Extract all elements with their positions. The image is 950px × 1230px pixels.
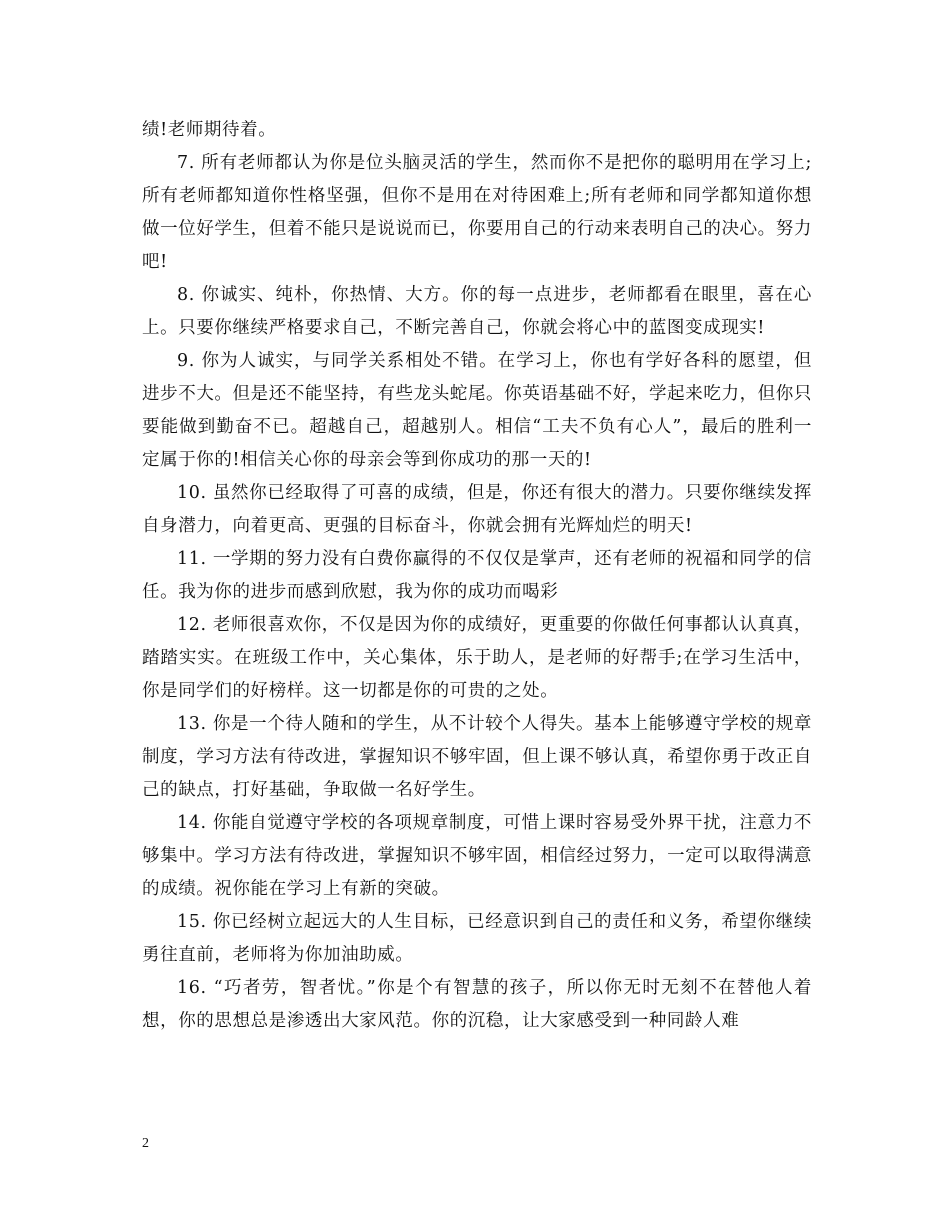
paragraph-item-12: 12. 老师很喜欢你，不仅是因为你的成绩好，更重要的你做任何事都认认真真，踏踏实实。在班级工作中，关心集体，乐于助人，是老师的好帮手;在学习生活中，你是同学们的好榜样。这一切都是你的可贵的之处。: [142, 615, 812, 701]
paragraph-item-13: 13. 你是一个待人随和的学生，从不计较个人得失。基本上能够遵守学校的规章制度，学习方法有待改进，掌握知识不够牢固，但上课不够认真，希望你勇于改正自己的缺点，打好基础，争取做一名好学生。: [142, 714, 812, 800]
paragraph-item-8: 8. 你诚实、纯朴，你热情、大方。你的每一点进步，老师都看在眼里，喜在心上。只要你继续严格要求自己，不断完善自己，你就会将心中的蓝图变成现实!: [142, 285, 812, 338]
paragraph-item-9: 9. 你为人诚实，与同学关系相处不错。在学习上，你也有学好各科的愿望，但进步不大。但是还不能坚持，有些龙头蛇尾。你英语基础不好，学起来吃力，但你只要能做到勤奋不已。超越自己，超越别人。相信“工夫不负有心人”，最后的胜利一定属于你的!相信关心你的母亲会等到你成功的那一天的!: [142, 351, 812, 470]
paragraph-item-16: 16. “巧者劳，智者忧。”你是个有智慧的孩子，所以你无时无刻不在替他人着想，你的思想总是渗透出大家风范。你的沉稳，让大家感受到一种同龄人难: [142, 978, 812, 1031]
paragraph-continuation: 绩!老师期待着。: [142, 120, 277, 140]
document-body: [142, 114, 812, 1038]
paragraph-item-15: 15. 你已经树立起远大的人生目标，已经意识到自己的责任和义务，希望你继续勇往直前，老师将为你加油助威。: [142, 912, 812, 965]
paragraph-item-11: 11. 一学期的努力没有白费你赢得的不仅仅是掌声，还有老师的祝福和同学的信任。我为你的进步而感到欣慰，我为你的成功而喝彩: [142, 549, 812, 602]
paragraph-item-10: 10. 虽然你已经取得了可喜的成绩，但是，你还有很大的潜力。只要你继续发挥自身潜力，向着更高、更强的目标奋斗，你就会拥有光辉灿烂的明天!: [142, 483, 812, 536]
paragraph-item-7: 7. 所有老师都认为你是位头脑灵活的学生，然而你不是把你的聪明用在学习上;所有老师都知道你性格坚强，但你不是用在对待困难上;所有老师和同学都知道你想做一位好学生，但着不能只是说说而已，你要用自己的行动来表明自己的决心。努力吧!: [142, 153, 812, 272]
page-number: 2: [142, 1136, 149, 1151]
paragraph-item-14: 14. 你能自觉遵守学校的各项规章制度，可惜上课时容易受外界干扰，注意力不够集中。学习方法有待改进，掌握知识不够牢固，相信经过努力，一定可以取得满意的成绩。祝你能在学习上有新的突破。: [142, 813, 812, 899]
